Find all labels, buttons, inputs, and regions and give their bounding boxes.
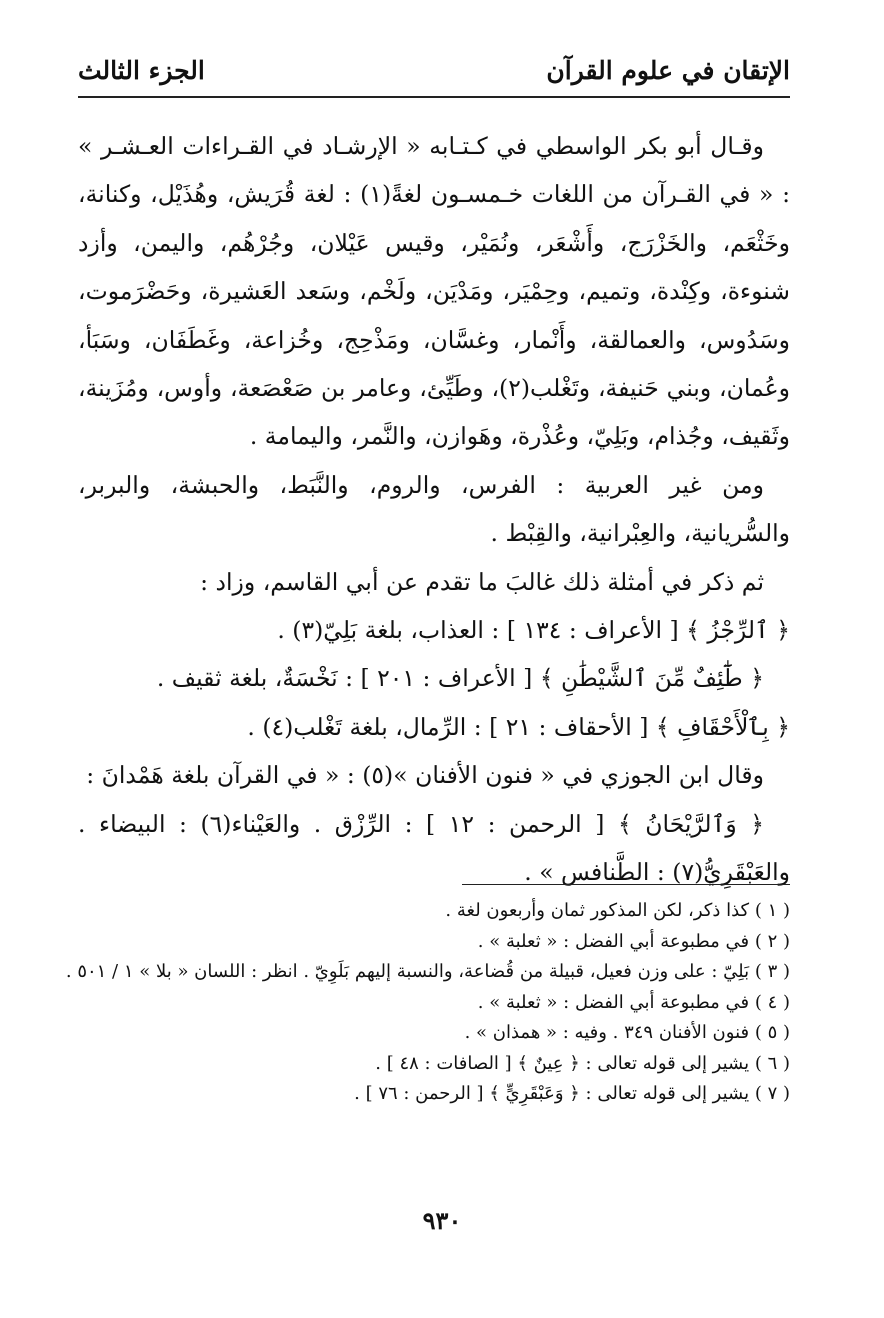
footnote-6: ( ٦ ) يشير إلى قوله تعالى : ﴿ عِينٌ ﴾ [ الصافات : ٤٨ ] . [375,1052,790,1074]
footnote-1: ( ١ ) كذا ذكر، لكن المذكور ثمان وأربعون لغة . [445,900,790,921]
quran-example-taif: ﴿ طَٰٓئِفٌ مِّنَ ٱلشَّيْطَٰنِ ﴾ [ الأعراف : ٢٠١ ] : نَخْسَةٌ، بلغة ثقيف . [156,664,764,693]
footnote-4: ( ٤ ) في مطبوعة أبي الفضل : « ثعلبة » . [477,991,790,1013]
footnote-2: ( ٢ ) في مطبوعة أبي الفضل : « ثعلبة » . [477,930,790,952]
footnotes [65,896,790,1110]
quran-example-rayhan: ﴿ وَٱلرَّيْحَانُ ﴾ [ الرحمن : ١٢ ] : الرِّزْق . والعَيْناء(٦) : البيضاء . والعَبْقَرِيُّ(٧) : الطَّنافس » . [78,809,790,887]
page-number: ٩٣٠ [422,1206,462,1235]
quran-example-rijz: ﴿ ٱلرِّجْزُ ﴾ [ الأعراف : ١٣٤ ] : العذاب، بلغة بَلِيّ(٣) . [277,616,790,645]
paragraph-wasiti-languages: وقـال أبو بكر الواسطي في كـتـابه « الإرشـاد في القـراءات العـشـر » : « في القـرآن من اللغات خـمسـون لغةً(١) : لغة قُرَيش، وهُذَيْل، وكنانة، وخَثْعَم، والخَزْرَج، وأَشْعَر، ونُمَيْر، وقيس عَيْلان، وجُرْهُم، واليمن، وأزد شنوءة، وكِنْدة، وتميم، وحِمْيَر، ومَدْيَن، ولَخْم، وسَعد العَشيرة، وحَضْرَموت، وسَدُوس، والعمالقة، وأَنْمار، وغسَّان، ومَذْحِج، وخُزاعة، وغَطَفَان، وسَبَأ، وعُمان، وبني حَنيفة، وتَغْلب(٢)، وطَيِّئ، وعامر بن صَعْصَعة، وأوس، ومُزَينة، وثَقيف، وجُذام، وبَلِيّ، وعُذْرة، وهَوازن، والنَّمر، واليمامة . [78,132,791,451]
footnote-3: ( ٣ ) بَلِيّ : على وزن فعيل، قبيلة من قُضاعة، والنسبة إليهم بَلَوِيّ . انظر : اللسان « بلا » ١ / ٥٠١ . [65,961,790,982]
header-divider [78,96,790,98]
footnote-divider [462,884,790,885]
paragraph-examples-intro: ثم ذكر في أمثلة ذلك غالبَ ما تقدم عن أبي القاسم، وزاد : [200,567,764,596]
part-title: الجزء الثالث [78,56,205,85]
book-title: الإتقان في علوم القرآن [546,56,790,85]
footnote-5: ( ٥ ) فنون الأفنان ٣٤٩ . وفيه : « همذان » . [464,1022,790,1043]
main-text [78,122,790,897]
running-header [78,48,790,96]
footnote-7: ( ٧ ) يشير إلى قوله تعالى : ﴿ وَعَبْقَرِيٍّ ﴾ [ الرحمن : ٧٦ ] . [354,1083,790,1104]
paragraph-non-arabic: ومن غير العربية : الفرس، والروم، والنَّبَط، والحبشة، والبربر، والسُّريانية، والعِبْرانية، والقِبْط . [78,470,790,548]
paragraph-ibn-jawzi: وقال ابن الجوزي في « فنون الأفنان »(٥) : « في القرآن بلغة هَمْدانَ : [86,761,764,790]
quran-example-ahqaf: ﴿ بِٱلْأَحْقَافِ ﴾ [ الأحقاف : ٢١ ] : الرِّمال، بلغة تَغْلب(٤) . [247,712,790,741]
